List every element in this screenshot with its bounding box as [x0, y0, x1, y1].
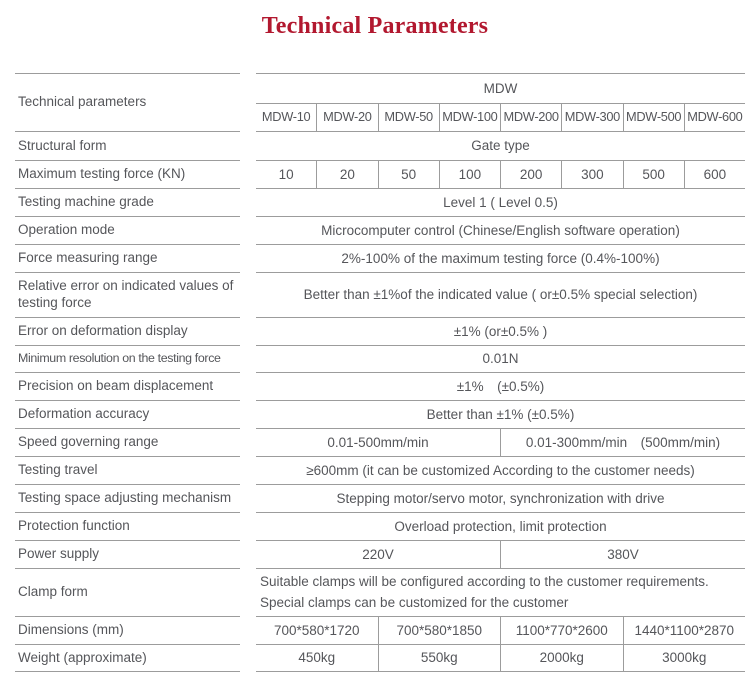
model-header: MDW-200: [500, 104, 561, 131]
model-header: MDW-10: [261, 109, 311, 125]
row-label: Deformation accuracy: [15, 400, 240, 428]
table-row: [15, 568, 745, 616]
cell: ≥600mm (it can be customized According to the customer needs): [306, 462, 695, 478]
table-row: [15, 512, 745, 540]
table-row: [15, 484, 745, 512]
table-row: [15, 188, 745, 216]
cell: 700*580*1720: [273, 622, 360, 638]
cell: Better than ±1% (±0.5%): [426, 406, 575, 422]
table-row: [15, 372, 745, 400]
row-label: Error on deformation display: [15, 317, 240, 345]
row-label: Dimensions (mm): [15, 616, 240, 644]
table-row: [15, 317, 745, 345]
model-header: MDW-20: [316, 104, 377, 131]
row-label: Force measuring range: [15, 244, 240, 272]
cell: 20: [316, 161, 377, 188]
cell: 380V: [500, 541, 745, 568]
cell: 0.01N: [482, 351, 519, 367]
cell: 300: [561, 161, 622, 188]
cell: Stepping motor/servo motor, synchronization with drive: [336, 490, 665, 506]
table-row: [15, 244, 745, 272]
cell: 500: [623, 161, 684, 188]
cell: Microcomputer control (Chinese/English software operation): [321, 222, 680, 238]
row-label: Testing travel: [15, 456, 240, 484]
table-row: [15, 616, 745, 644]
cell: Suitable clamps will be configured according to the customer requirements. Special clamps can be customized for the customer: [260, 573, 709, 610]
cell: 200: [500, 161, 561, 188]
table-row: [15, 131, 745, 160]
row-label: Weight (approximate): [15, 644, 240, 672]
header-label: Technical parameters: [15, 73, 240, 131]
table-row: [15, 540, 745, 568]
model-header: MDW-300: [561, 104, 622, 131]
row-label: Precision on beam displacement: [15, 372, 240, 400]
cell: 600: [684, 161, 745, 188]
cell: 0.01-300mm/min (500mm/min): [500, 429, 745, 456]
header-right: [256, 73, 745, 131]
row-label: Maximum testing force (KN): [15, 160, 240, 188]
row-label: Clamp form: [15, 568, 240, 616]
row-label: Protection function: [15, 512, 240, 540]
cell: 1440*1100*2870: [623, 617, 746, 644]
row-label: Minimum resolution on the testing force: [15, 345, 240, 372]
row-label: Speed governing range: [15, 428, 240, 456]
model-header: MDW-600: [684, 104, 745, 131]
series-group-label: MDW: [483, 80, 518, 96]
table-row: [15, 160, 745, 188]
table-row: [15, 456, 745, 484]
cell: 2%-100% of the maximum testing force (0.4%-100%): [341, 250, 660, 266]
technical-parameters-table: [15, 73, 745, 672]
table-row: [15, 428, 745, 456]
cell: 550kg: [378, 645, 501, 671]
cell: 450kg: [298, 650, 336, 666]
cell: 3000kg: [623, 645, 746, 671]
page-title: Technical Parameters: [261, 13, 489, 39]
table-row: [15, 644, 745, 672]
cell: 50: [378, 161, 439, 188]
table-row: [15, 216, 745, 244]
row-label: Testing space adjusting mechanism: [15, 484, 240, 512]
model-header: MDW-50: [378, 104, 439, 131]
cell: 220V: [362, 546, 394, 562]
row-label: Relative error on indicated values of testing force: [15, 272, 240, 317]
cell: Better than ±1%of the indicated value ( or±0.5% special selection): [303, 287, 698, 303]
cell: 700*580*1850: [378, 617, 501, 644]
row-label: Power supply: [15, 540, 240, 568]
table-row: [15, 400, 745, 428]
cell: Gate type: [471, 138, 530, 154]
cell: 100: [439, 161, 500, 188]
cell: ±1% (or±0.5% ): [453, 323, 548, 339]
model-header: MDW-500: [623, 104, 684, 131]
table-row: [15, 272, 745, 317]
row-label: Testing machine grade: [15, 188, 240, 216]
cell: 2000kg: [500, 645, 623, 671]
table-row: [15, 345, 745, 372]
cell: 10: [278, 166, 294, 182]
cell: 0.01-500mm/min: [327, 434, 429, 450]
row-label: Structural form: [15, 131, 240, 160]
cell: 1100*770*2600: [500, 617, 623, 644]
cell: ±1% (±0.5%): [456, 378, 545, 394]
model-header-row: [256, 103, 745, 131]
cell: Level 1 ( Level 0.5): [443, 194, 558, 210]
table-header-row: [15, 73, 745, 131]
cell: Overload protection, limit protection: [394, 518, 607, 534]
model-header: MDW-100: [439, 104, 500, 131]
row-label: Operation mode: [15, 216, 240, 244]
